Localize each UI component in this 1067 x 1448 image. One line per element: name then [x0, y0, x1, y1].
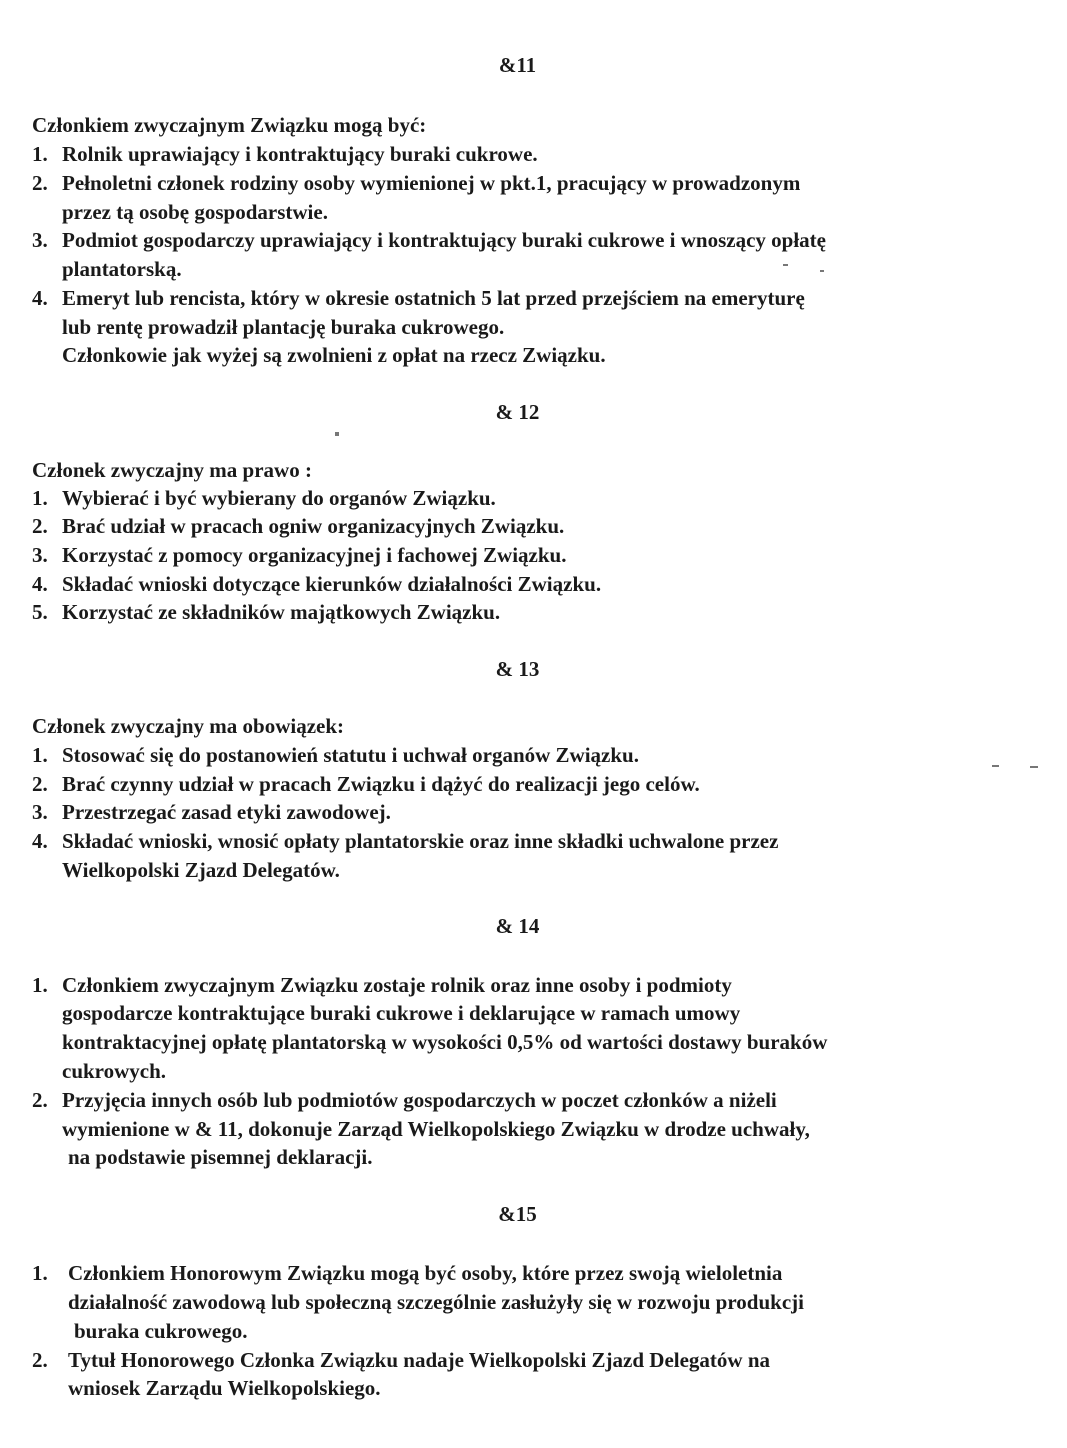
item-number: 2. [32, 514, 48, 538]
item-text: Rolnik uprawiający i kontraktujący buraki cukrowe. [62, 142, 538, 166]
item-text: na podstawie pisemnej deklaracji. [68, 1145, 373, 1169]
item-number: 4. [32, 829, 48, 853]
item-number: 2. [32, 171, 48, 195]
item-text: Stosować się do postanowień statutu i uchwał organów Związku. [62, 743, 639, 767]
item-text: Członkiem Honorowym Związku mogą być osoby, które przez swoją wieloletnia [68, 1261, 783, 1285]
item-number: 2. [32, 1088, 48, 1112]
item-text: Korzystać ze składników majątkowych Związku. [62, 600, 501, 624]
item-number: 1. [32, 142, 48, 166]
item-text: Składać wnioski, wnosić opłaty plantatorskie oraz inne składki uchwalone przez [62, 829, 779, 853]
item-text: Składać wnioski dotyczące kierunków działalności Związku. [62, 572, 602, 596]
item-text: plantatorską. [62, 257, 182, 281]
scan-speck [335, 432, 339, 436]
item-text: Przyjęcia innych osób lub podmiotów gospodarczych w poczet członków a niżeli [62, 1088, 777, 1112]
item-text: Podmiot gospodarczy uprawiający i kontraktujący buraki cukrowe i wnoszący opłatę [62, 228, 826, 252]
item-text: Przestrzegać zasad etyki zawodowej. [62, 800, 391, 824]
item-number: 1. [32, 1261, 48, 1285]
item-text: Członkiem zwyczajnym Związku zostaje rolnik oraz inne osoby i podmioty [62, 973, 732, 997]
item-text: przez tą osobę gospodarstwie. [62, 200, 328, 224]
item-number: 1. [32, 973, 48, 997]
section-heading-14: & 14 [495, 914, 540, 938]
item-number: 4. [32, 286, 48, 310]
item-text: wniosek Zarządu Wielkopolskiego. [68, 1376, 381, 1400]
item-text: buraka cukrowego. [74, 1319, 248, 1343]
section-heading-11: &11 [498, 53, 537, 77]
item-text: Emeryt lub rencista, który w okresie ostatnich 5 lat przed przejściem na emeryturę [62, 286, 805, 310]
item-number: 3. [32, 800, 48, 824]
item-text: Członkowie jak wyżej są zwolnieni z opłat na rzecz Związku. [62, 343, 606, 367]
item-text: Wielkopolski Zjazd Delegatów. [62, 858, 340, 882]
item-text: Wybierać i być wybierany do organów Związku. [62, 486, 496, 510]
item-number: 2. [32, 1348, 48, 1372]
item-number: 2. [32, 772, 48, 796]
item-text: Korzystać z pomocy organizacyjnej i fachowej Związku. [62, 543, 567, 567]
item-text: wymienione w & 11, dokonuje Zarząd Wielkopolskiego Związku w drodze uchwały, [62, 1117, 810, 1141]
item-text: Pełnoletni członek rodziny osoby wymienionej w pkt.1, pracujący w prowadzonym [62, 171, 801, 195]
item-text: działalność zawodową lub społeczną szczególnie zasłużyły się w rozwoju produkcji [68, 1290, 804, 1314]
scan-speck [820, 270, 824, 272]
item-text: lub rentę prowadził plantację buraka cukrowego. [62, 315, 505, 339]
scan-speck [783, 264, 788, 266]
item-text: Brać udział w pracach ogniw organizacyjnych Związku. [62, 514, 565, 538]
item-text: gospodarcze kontraktujące buraki cukrowe i deklarujące w ramach umowy [62, 1001, 741, 1025]
item-text: kontraktacyjnej opłatę plantatorską w wysokości 0,5% od wartości dostawy buraków [62, 1030, 828, 1054]
item-text: Tytuł Honorowego Członka Związku nadaje Wielkopolski Zjazd Delegatów na [68, 1348, 771, 1372]
item-number: 3. [32, 543, 48, 567]
scan-speck [1030, 766, 1038, 768]
section-intro: Członek zwyczajny ma prawo : [32, 458, 312, 482]
item-number: 5. [32, 600, 48, 624]
section-heading-15: &15 [498, 1202, 537, 1226]
item-text: cukrowych. [62, 1059, 167, 1083]
item-number: 1. [32, 486, 48, 510]
item-number: 4. [32, 572, 48, 596]
item-number: 3. [32, 228, 48, 252]
section-heading-13: & 13 [495, 657, 540, 681]
section-intro: Członek zwyczajny ma obowiązek: [32, 714, 345, 738]
item-text: Brać czynny udział w pracach Związku i dążyć do realizacji jego celów. [62, 772, 700, 796]
item-number: 1. [32, 743, 48, 767]
section-intro: Członkiem zwyczajnym Związku mogą być: [32, 113, 427, 137]
scan-speck [992, 765, 999, 767]
section-heading-12: & 12 [495, 400, 540, 424]
